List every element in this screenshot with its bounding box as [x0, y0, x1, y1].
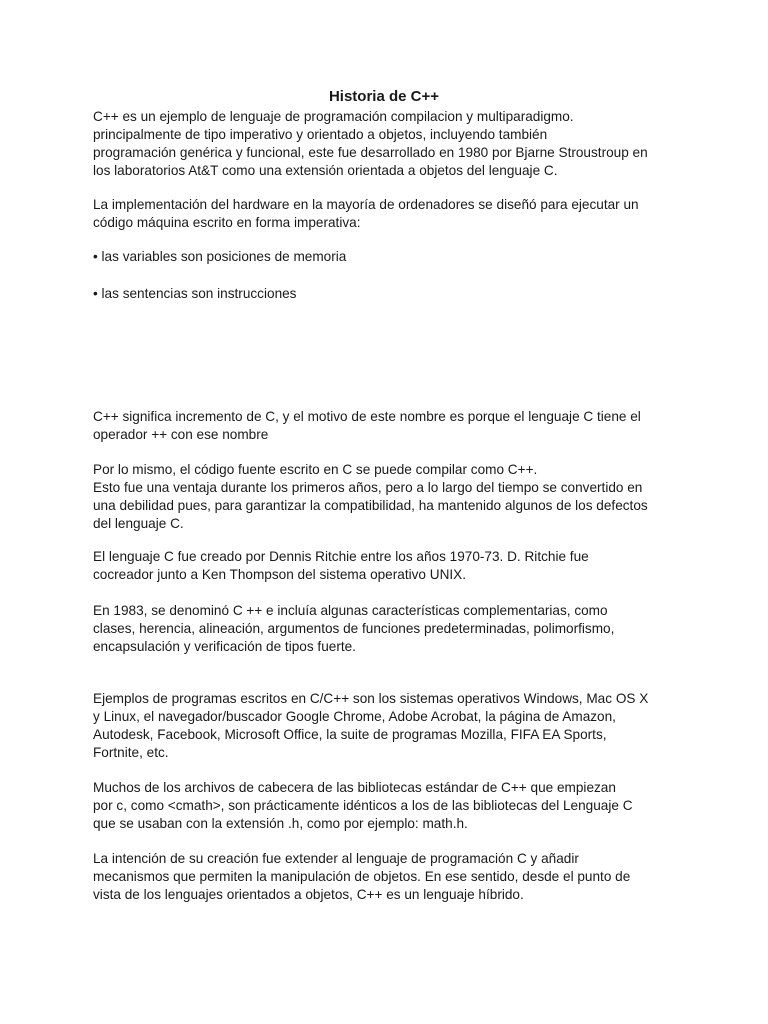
document-title: Historia de C++	[328, 88, 440, 105]
paragraph-1983: En 1983, se denominó C ++ e incluía algunas características complementarias, como clases, herencia, alineación, argumentos de funciones predeterminadas, polimorfismo, encapsulación y verificación de tipos fuerte.	[93, 603, 615, 654]
paragraph-headers: Muchos de los archivos de cabecera de las bibliotecas estándar de C++ que empiezan por c, como <cmath>, son prácticamente idénticos a los de las bibliotecas del Lenguaje C que se usaban con la extensión .h, como por ejemplo: math.h.	[93, 780, 633, 831]
bullet-variables: • las variables son posiciones de memoria	[93, 249, 347, 264]
paragraph-intention: La intención de su creación fue extender al lenguaje de programación C y añadir mecanismos que permiten la manipulación de objetos. En ese sentido, desde el punto de vista de los lenguajes orientados a objetos, C++ es un lenguaje híbrido.	[93, 851, 631, 902]
paragraph-intro: C++ es un ejemplo de lenguaje de programación compilacion y multiparadigmo. principalmente de tipo imperativo y orientado a objetos, incluyendo también programación genérica y funcional, este fue desarrollado en 1980 por Bjarne Stroustroup en los laboratorios At&T como una extensión orientada a objetos del lenguaje C.	[93, 109, 648, 178]
paragraph-name-meaning: C++ significa incremento de C, y el motivo de este nombre es porque el lenguaje C tiene el operador ++ con ese nombre	[93, 409, 641, 442]
paragraph-ritchie: El lenguaje C fue creado por Dennis Ritchie entre los años 1970-73. D. Ritchie fue cocreador junto a Ken Thompson del sistema operativo UNIX.	[93, 549, 589, 582]
paragraph-hardware: La implementación del hardware en la mayoría de ordenadores se diseñó para ejecutar un código máquina escrito en forma imperativa:	[93, 197, 639, 230]
bullet-sentencias: • las sentencias son instrucciones	[93, 286, 297, 301]
paragraph-compatibility: Por lo mismo, el código fuente escrito en C se puede compilar como C++. Esto fue una ventaja durante los primeros años, pero a lo largo del tiempo se convertido en una debilidad pues, para garantizar la compatibilidad, ha mantenido algunos de los defectos del lenguaje C.	[93, 462, 648, 531]
paragraph-examples: Ejemplos de programas escritos en C/C++ son los sistemas operativos Windows, Mac OS X y Linux, el navegador/buscador Google Chrome, Adobe Acrobat, la página de Amazon, Autodesk, Facebook, Microsoft Office, la suite de programas Mozilla, FIFA EA Sports, Fortnite, etc.	[93, 691, 649, 760]
